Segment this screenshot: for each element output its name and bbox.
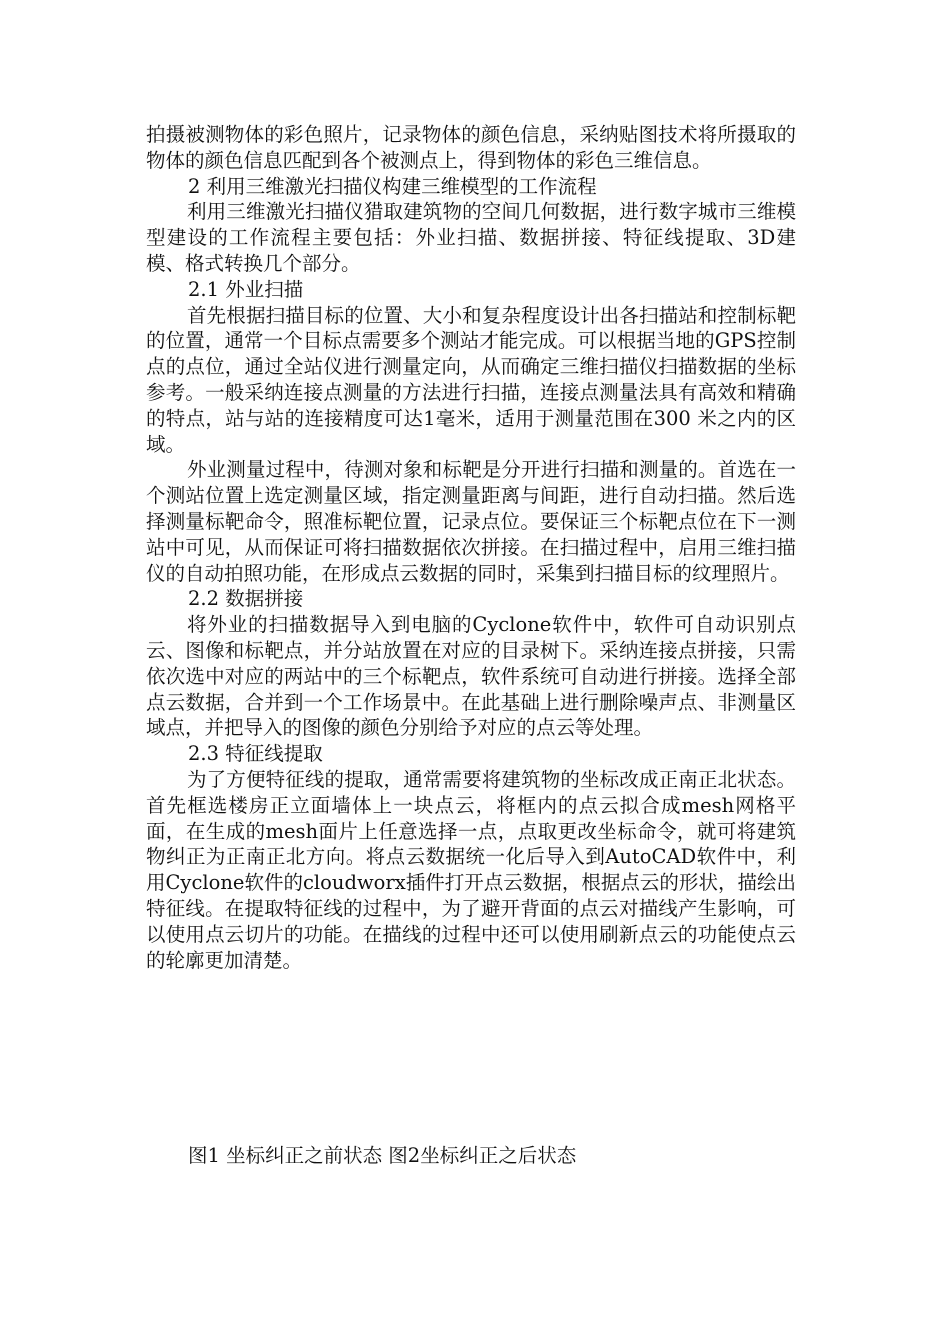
section-heading-2-1: 2.1 外业扫描 (188, 277, 304, 301)
section-heading-2: 2 利用三维激光扫描仪构建三维模型的工作流程 (188, 174, 597, 198)
figure-caption: 图1 坐标纠正之前状态 图2坐标纠正之后状态 (188, 1144, 577, 1167)
document-body (146, 122, 796, 973)
section-heading-2-2: 2.2 数据拼接 (188, 587, 304, 611)
paragraph-field-scan-design: 首先根据扫描目标的位置、大小和复杂程度设计出各扫描站和控制标靶的位置，通常一个目标点需要多个测站才能完成。可以根据当地的GPS控制点的点位，通过全站仪进行测量定向，从而确定三维扫描仪扫描数据的坐标参考。一般采纳连接点测量的方法进行扫描，连接点测量法具有高效和精确的特点，站与站的连接精度可达1毫米，适用于测量范围在300 米之内的区域。 (146, 303, 796, 456)
paragraph-intro-continued: 拍摄被测物体的彩色照片，记录物体的颜色信息，采纳贴图技术将所摄取的物体的颜色信息匹配到各个被测点上，得到物体的彩色三维信息。 (146, 123, 796, 172)
paragraph-data-registration: 将外业的扫描数据导入到电脑的Cyclone软件中，软件可自动识别点云、图像和标靶点，并分站放置在对应的目录树下。采纳连接点拼接，只需依次选中对应的两站中的三个标靶点，软件系统可自动进行拼接。选择全部点云数据，合并到一个工作场景中。在此基础上进行删除噪声点、非测量区域点，并把导入的图像的颜色分别给予对应的点云等处理。 (146, 613, 796, 740)
paragraph-feature-line-extraction: 为了方便特征线的提取，通常需要将建筑物的坐标改成正南正北状态。首先框选楼房正立面墙体上一块点云，将框内的点云拟合成mesh网格平面，在生成的mesh面片上任意选择一点，点取更改坐标命令，就可将建筑物纠正为正南正北方向。将点云数据统一化后导入到AutoCAD软件中，利用Cyclone软件的cloudworx插件打开点云数据，根据点云的形状，描绘出特征线。在提取特征线的过程中，为了避开背面的点云对描线产生影响，可以使用点云切片的功能。在描线的过程中还可以使用刷新点云的功能使点云的轮廓更加清楚。 (146, 767, 796, 972)
paragraph-workflow-overview: 利用三维激光扫描仪猎取建筑物的空间几何数据，进行数字城市三维模型建设的工作流程主要包括：外业扫描、数据拼接、特征线提取、3D建模、格式转换几个部分。 (146, 200, 796, 275)
paragraph-field-scan-process: 外业测量过程中，待测对象和标靶是分开进行扫描和测量的。首选在一个测站位置上选定测量区域，指定测量距离与间距，进行自动扫描。然后选择测量标靶命令，照准标靶位置，记录点位。要保证三个标靶点位在下一测站中可见，从而保证可将扫描数据依次拼接。在扫描过程中，启用三维扫描仪的自动拍照功能，在形成点云数据的同时，采集到扫描目标的纹理照片。 (146, 458, 796, 585)
section-heading-2-3: 2.3 特征线提取 (188, 742, 323, 766)
